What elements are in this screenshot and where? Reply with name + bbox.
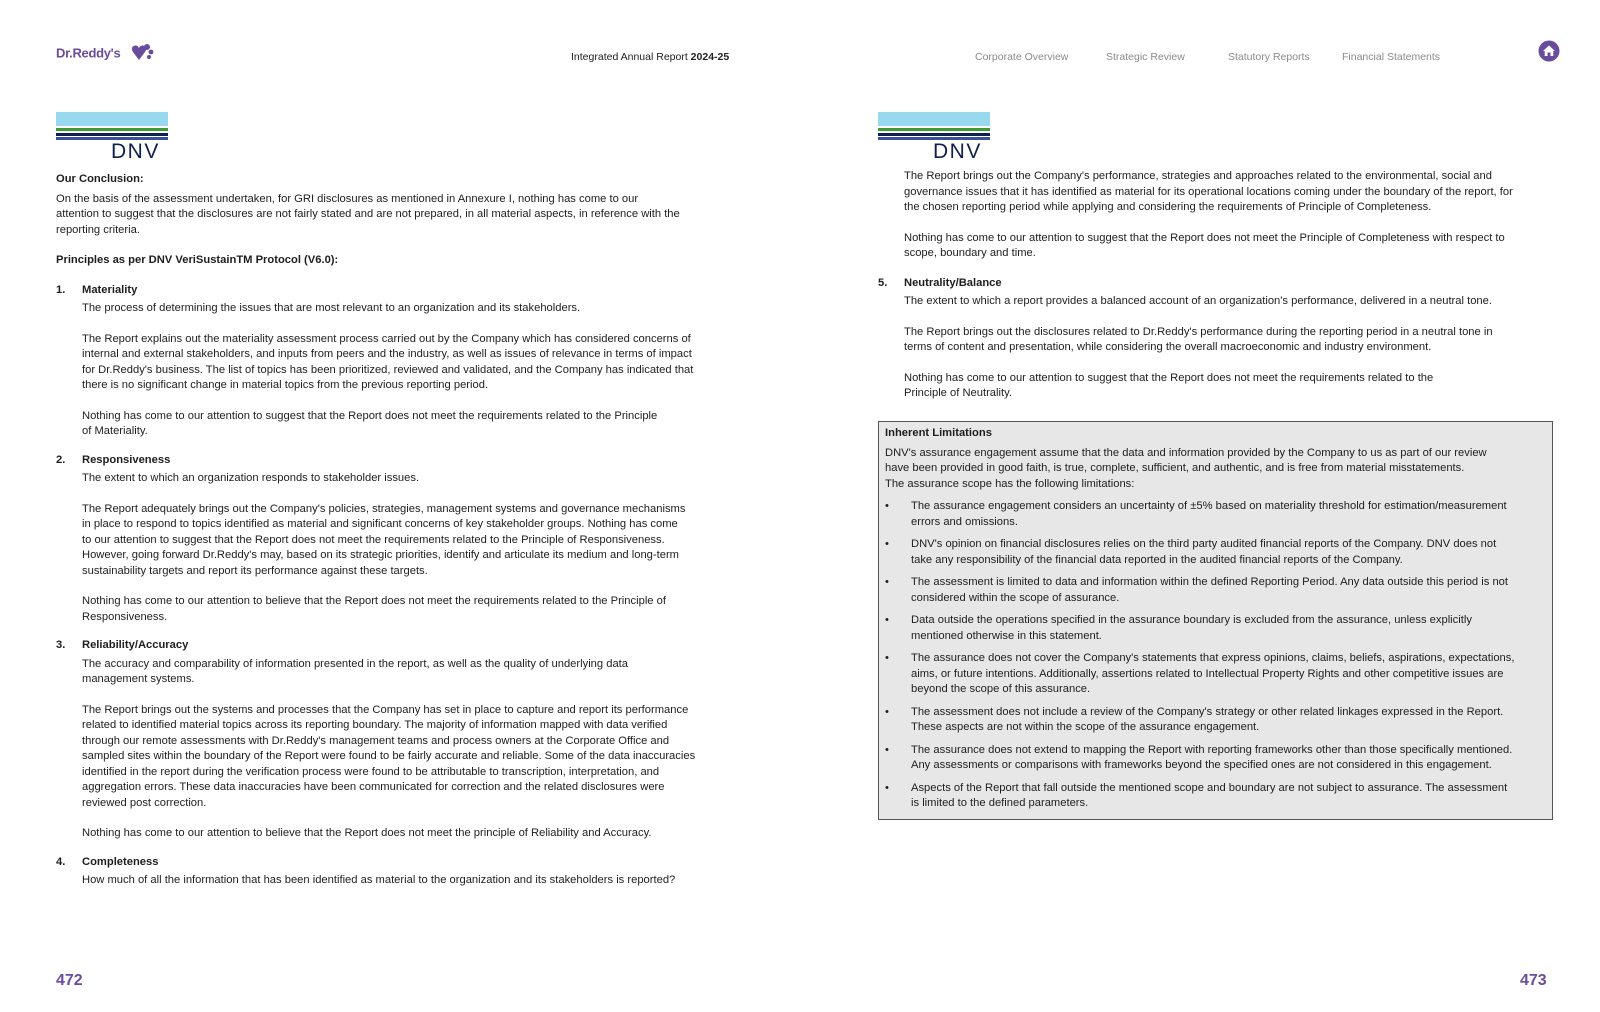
text-line: reporting criteria.	[56, 223, 140, 236]
text-line: mentioned otherwise in this statement.	[911, 629, 1102, 642]
paragraph	[82, 471, 736, 487]
text-line: The Report brings out the Company's performance, strategies and approaches related to the environmental, social and	[904, 170, 1492, 182]
text-line: The accuracy and comparability of information presented in the report, as well as the quality of underlying data	[82, 657, 629, 670]
limitation-item	[885, 781, 1546, 812]
item-title: Completeness	[82, 855, 159, 868]
text-line: These aspects are not within the scope of the assurance engagement.	[911, 721, 1260, 733]
dnv-logo-left	[56, 112, 170, 163]
page-number-right: 473	[1520, 972, 1547, 989]
bullet-icon: •	[885, 614, 889, 626]
text-line: errors and omissions.	[911, 515, 1018, 528]
text-line: internal and external stakeholders, and inputs from peers and the industry, as well as issues of relevance in terms of impact	[82, 348, 692, 360]
text-line: The assurance engagement considers an uncertainty of ±5% based on materiality threshold for estimation/measurement	[911, 500, 1507, 512]
item-number: 4.	[56, 855, 66, 868]
home-button[interactable]	[1538, 40, 1560, 62]
text-line: Nothing has come to our attention to believe that the Report does not meet the requirements related to the Principle of	[82, 595, 666, 607]
text-line: the chosen reporting period while applying and considering the requirements of Principle of Completeness.	[904, 201, 1432, 213]
paragraph	[82, 703, 736, 812]
bullet-icon: •	[885, 652, 889, 664]
bullet-icon: •	[885, 576, 889, 588]
item-title: Neutrality/Balance	[904, 276, 1002, 289]
bullet-icon: •	[885, 538, 889, 550]
text-line: The extent to which a report provides a balanced account of an organization's performance, delivered in a neutral tone.	[904, 295, 1492, 307]
text-line: management systems.	[82, 673, 195, 685]
paragraph	[82, 332, 736, 394]
left-column	[56, 172, 736, 889]
principle-reliability-accuracy	[56, 638, 736, 842]
limitation-item	[885, 651, 1546, 698]
text-line: sampled sites within the boundary of the Report were found to be fairly accurate and reliable. Some of the data inaccuracies	[82, 750, 696, 762]
text-line: Nothing has come to our attention to suggest that the Report does not meet the requirements related to the	[904, 371, 1434, 384]
text-line: aims, or future intentions. Additionally, assertions related to Intellectual Property Rights and other competitive issues are	[911, 667, 1504, 680]
limitation-item	[885, 613, 1546, 644]
principle-completeness	[56, 855, 736, 889]
paragraph	[904, 325, 1558, 356]
conclusion-heading: Our Conclusion:	[56, 173, 144, 185]
nav-statutory-reports[interactable]: Statutory Reports	[1228, 51, 1310, 63]
dnv-wordmark: DNV	[111, 140, 160, 163]
principles-heading: Principles as per DNV VeriSustainTM Protocol (V6.0):	[56, 254, 339, 266]
text-line: The extent to which an organization responds to stakeholder issues.	[82, 472, 420, 484]
limitation-item	[885, 499, 1546, 530]
page-number-left: 472	[56, 972, 83, 989]
text-line: The assurance does not extend to mapping the Report with reporting frameworks other than those specifically mentioned.	[911, 743, 1513, 756]
limitation-item	[885, 743, 1546, 774]
text-line: The assurance does not cover the Company's statements that express opinions, claims, beliefs, aspirations, expectations,	[911, 652, 1515, 664]
completeness-continued	[878, 169, 1558, 262]
text-line: Nothing has come to our attention to suggest that the Report does not meet the requirements related to the Principle	[82, 409, 658, 422]
dnv-logo-bars	[56, 112, 168, 140]
text-line: is limited to the defined parameters.	[911, 797, 1089, 809]
text-line: take any responsibility of the financial data reported in the audited financial reports of the Company.	[911, 553, 1403, 566]
text-line: Nothing has come to our attention to believe that the Report does not meet the principle of Reliability and Accuracy.	[82, 827, 652, 839]
principle-neutrality-balance	[878, 276, 1558, 402]
text-line: of Materiality.	[82, 425, 148, 437]
text-line: there is no significant change in material topics from the previous reporting period.	[82, 379, 489, 391]
report-title	[571, 51, 729, 63]
text-line: have been provided in good faith, is true, complete, sufficient, and authentic, and is free from material misstatements.	[885, 462, 1465, 474]
text-line: The Report brings out the systems and processes that the Company has set in place to capture and report its performance	[82, 703, 689, 716]
item-title: Reliability/Accuracy	[82, 639, 189, 651]
brand-logo	[56, 42, 155, 64]
text-line: Data outside the operations specified in the assurance boundary is excluded from the assurance, unless explicitly	[911, 614, 1472, 626]
text-line: How much of all the information that has been identified as material to the organization and its stakeholders is reported?	[82, 874, 676, 886]
item-number: 5.	[878, 276, 888, 289]
conclusion-paragraph	[56, 192, 736, 239]
paragraph	[904, 294, 1558, 310]
text-line: Responsiveness.	[82, 610, 168, 623]
paragraph	[82, 409, 736, 440]
text-line: reviewed post correction.	[82, 796, 207, 809]
text-line: Nothing has come to our attention to suggest that the Report does not meet the Principle of Completeness with respect to	[904, 231, 1505, 244]
limitation-item	[885, 705, 1546, 736]
bullet-icon: •	[885, 500, 889, 512]
text-line: DNV's opinion on financial disclosures relies on the third party audited financial reports of the Company. DNV does not	[911, 538, 1497, 550]
dnv-wordmark: DNV	[933, 140, 982, 163]
right-column	[878, 169, 1558, 402]
text-line: Any assessments or comparisons with frameworks beyond the specified ones are not considered in this engagement.	[911, 759, 1492, 771]
paragraph	[904, 371, 1558, 402]
bullet-icon: •	[885, 743, 889, 756]
item-title: Responsiveness	[82, 453, 171, 466]
text-line: through our remote assessments with Dr.Reddy's management teams and process owners at the Corporate Office and	[82, 734, 670, 747]
text-line: Aspects of the Report that fall outside the mentioned scope and boundary are not subject to assurance. The assessment	[911, 781, 1508, 794]
brand-heart-icon	[127, 42, 155, 64]
text-line: terms of content and presentation, while considering the overall macroeconomic and industry environment.	[904, 341, 1432, 353]
item-number: 2.	[56, 453, 66, 466]
text-line: Principle of Neutrality.	[904, 387, 1012, 399]
paragraph	[82, 657, 736, 688]
dnv-logo-bars	[878, 112, 990, 140]
limitations-heading: Inherent Limitations	[885, 427, 992, 439]
item-number: 3.	[56, 639, 66, 651]
inherent-limitations-box	[878, 421, 1553, 820]
text-line: to our attention to suggest that the Report does not meet the requirements related to the Principle of Responsiveness.	[82, 533, 665, 546]
paragraph	[82, 873, 736, 889]
home-icon	[1538, 40, 1560, 62]
text-line: The Report adequately brings out the Company's policies, strategies, management systems and governance mechanisms	[82, 502, 686, 515]
paragraph	[82, 826, 736, 842]
bullet-icon: •	[885, 705, 889, 718]
nav-financial-statements[interactable]: Financial Statements	[1342, 51, 1441, 63]
text-line: attention to suggest that the disclosures are not fairly stated and are not prepared, in all material aspects, in reference with the	[56, 208, 680, 220]
nav-corporate-overview[interactable]: Corporate Overview	[975, 51, 1069, 63]
text-line: The process of determining the issues that are most relevant to an organization and its stakeholders.	[82, 302, 581, 314]
paragraph	[82, 502, 736, 580]
dnv-logo-right	[878, 112, 992, 163]
text-line: considered within the scope of assurance.	[911, 591, 1120, 604]
text-line: DNV's assurance engagement assume that the data and information provided by the Company to us as part of our review	[885, 446, 1487, 459]
report-title-text: Integrated Annual Report	[571, 51, 691, 63]
text-line: sustainability targets and report its performance against these targets.	[82, 564, 428, 577]
item-number: 1.	[56, 283, 66, 296]
text-line: The Report brings out the disclosures related to Dr.Reddy's performance during the reporting period in a neutral tone in	[904, 325, 1493, 338]
text-line: beyond the scope of this assurance.	[911, 683, 1091, 695]
text-line: aggregation errors. These data inaccuracies have been communicated for correction and the related disclosures were	[82, 781, 665, 793]
text-line: related to identified material topics across its reporting boundary. The majority of information mapped with data verified	[82, 719, 668, 731]
text-line: The assessment does not include a review of the Company's strategy or other related linkages expressed in the Report.	[911, 705, 1504, 718]
item-title: Materiality	[82, 283, 138, 296]
paragraph	[904, 169, 1558, 216]
text-line: in place to respond to topics identified as material and significant concerns of key stakeholder groups. Nothing has come	[82, 518, 678, 530]
paragraph	[82, 301, 736, 317]
report-year: 2024-25	[690, 51, 730, 63]
text-line: The assessment is limited to data and information within the defined Reporting Period. Any data outside this period is not	[911, 576, 1509, 588]
text-line: The assurance scope has the following limitations:	[885, 477, 1135, 490]
nav-strategic-review[interactable]: Strategic Review	[1106, 51, 1185, 63]
limitations-intro	[885, 446, 1546, 493]
limitation-item	[885, 575, 1546, 606]
text-line: identified in the report during the verification process were found to be attributable to transcription, interpretation, and	[82, 765, 660, 778]
text-line: for Dr.Reddy's business. The list of topics has been prioritized, reviewed and validated, and the Company has indicated that	[82, 363, 694, 376]
brand-wordmark: Dr.Reddy's	[56, 45, 121, 61]
bullet-icon: •	[885, 781, 889, 794]
principle-responsiveness	[56, 453, 736, 626]
principle-materiality	[56, 283, 736, 440]
text-line: On the basis of the assessment undertaken, for GRI disclosures as mentioned in Annexure I, nothing has come to our	[56, 192, 639, 205]
paragraph	[82, 594, 736, 625]
paragraph	[904, 231, 1558, 262]
text-line: scope, boundary and time.	[904, 247, 1036, 259]
text-line: However, going forward Dr.Reddy's may, based on its strategic priorities, identify and articulate its medium and long-term	[82, 549, 679, 561]
text-line: The Report explains out the materiality assessment process carried out by the Company which has considered concerns of	[82, 332, 691, 345]
limitation-item	[885, 537, 1546, 568]
text-line: governance issues that it has identified as material for its operational locations coming under the boundary of the report, for	[904, 185, 1513, 198]
